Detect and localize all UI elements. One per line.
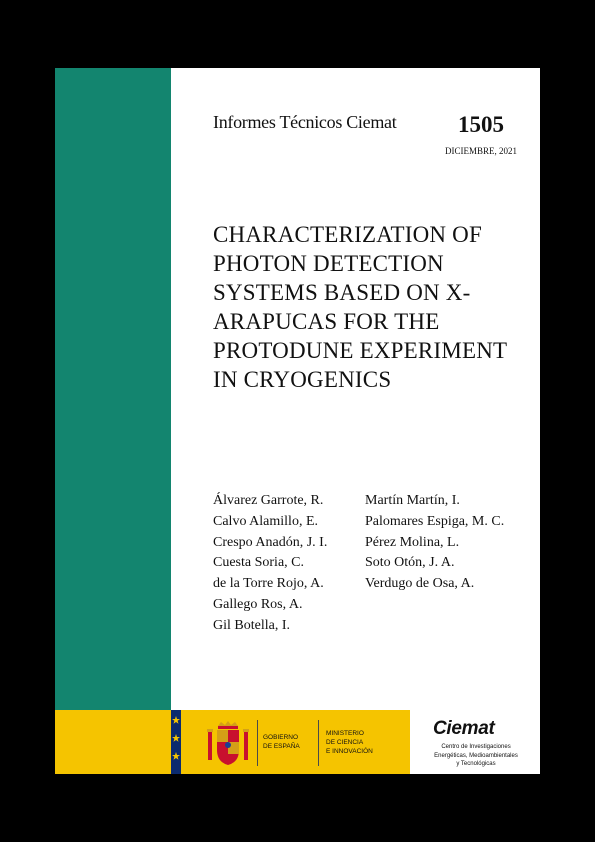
ciemat-subtitle: Centro de Investigaciones Energéticas, Medioambientales y Tecnológicas xyxy=(434,744,518,767)
report-date: DICIEMBRE, 2021 xyxy=(445,146,517,156)
eu-stars-icon xyxy=(171,710,181,774)
footer-logo-bar xyxy=(55,710,540,774)
author-name: Álvarez Garrote, R. xyxy=(213,493,324,508)
authors-list-right xyxy=(365,491,504,595)
footer-divider xyxy=(318,720,319,766)
report-cover xyxy=(55,68,540,774)
series-title: Informes Técnicos Ciemat xyxy=(213,112,397,132)
author-name: Soto Otón, J. A. xyxy=(365,555,455,571)
authors-list-left xyxy=(213,491,327,637)
author-name: de la Torre Rojo, A. xyxy=(213,576,324,592)
author-name: Martín Martín, I. xyxy=(365,493,460,508)
report-number: 1505 xyxy=(458,112,504,137)
footer-divider xyxy=(257,720,258,766)
report-title: CHARACTERIZATION OF PHOTON DETECTION SYSTEMS BASED ON X-ARAPUCAS FOR THE PROTODUNE EXPERIMENT IN CRYOGENICS xyxy=(213,222,507,392)
author-name: Cuesta Soria, C. xyxy=(213,555,304,571)
green-side-band xyxy=(55,68,171,710)
ministry-label: MINISTERIO DE CIENCIA E INNOVACIÓN xyxy=(326,730,373,755)
spain-coat-of-arms-icon xyxy=(205,720,251,768)
author-name: Crespo Anadón, J. I. xyxy=(213,534,328,550)
government-label: GOBIERNO DE ESPAÑA xyxy=(263,734,300,750)
author-name: Calvo Alamillo, E. xyxy=(213,513,318,529)
author-name: Gil Botella, I. xyxy=(213,617,290,633)
author-name: Palomares Espiga, M. C. xyxy=(365,513,505,529)
author-name: Gallego Ros, A. xyxy=(213,596,303,612)
author-name: Verdugo de Osa, A. xyxy=(365,576,475,592)
ciemat-logo: Ciemat xyxy=(433,718,495,739)
author-name: Pérez Molina, L. xyxy=(365,534,460,550)
